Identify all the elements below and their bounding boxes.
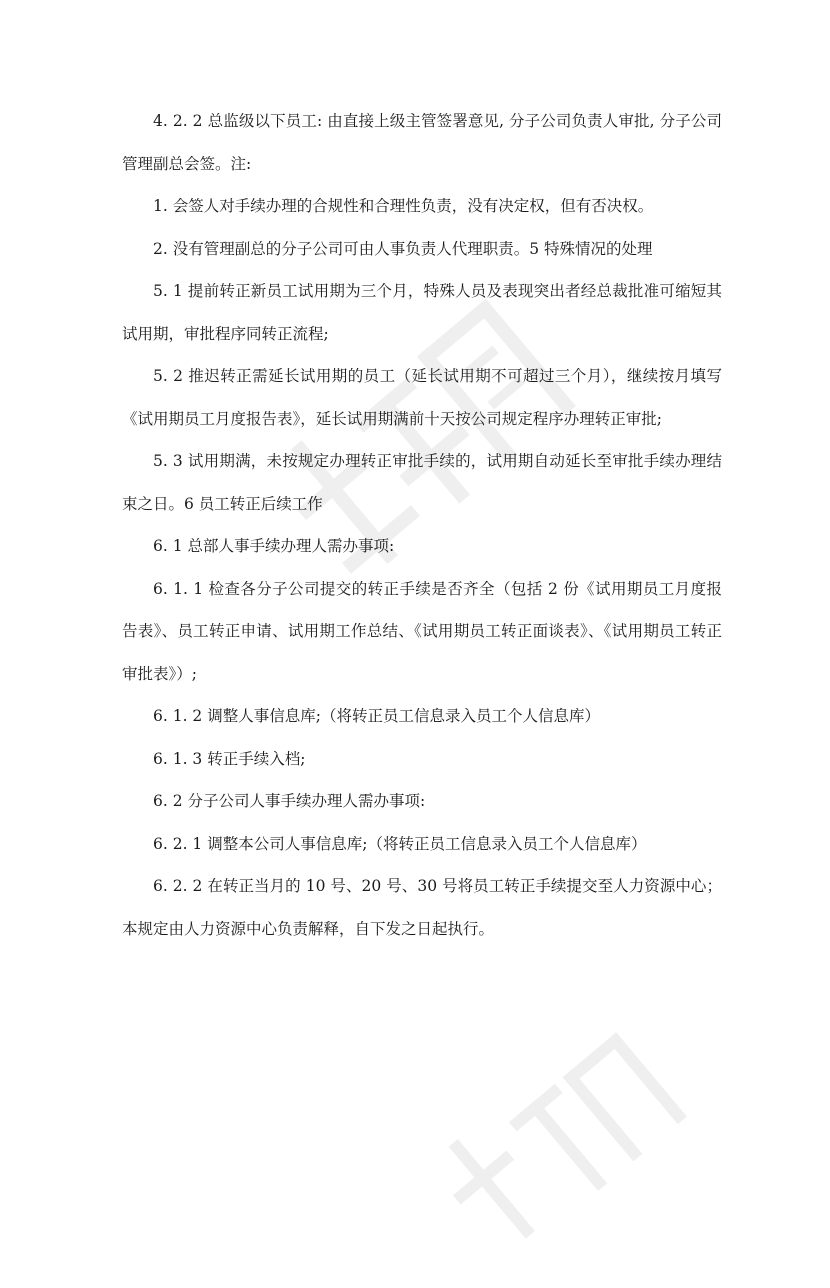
paragraph-note-2: 2. 没有管理副总的分子公司可由人事负责人代理职责。5 特殊情况的处理 bbox=[153, 239, 653, 258]
paragraph-6-1-1: 6. 1. 1 检查各分子公司提交的转正手续是否齐全（包括 2 份《试用期员工月度报告表》、员工转正申请、试用期工作总结、《试用期员工转正面谈表》、《试用期员工转正审批表》）; bbox=[122, 579, 722, 683]
watermark-logo-bottom bbox=[399, 995, 701, 1285]
paragraph-4-2-2: 4. 2. 2 总监级以下员工: 由直接上级主管签署意见, 分子公司负责人审批, 分子公司管理副总会签。注: bbox=[122, 112, 722, 173]
paragraph-5-2: 5. 2 推迟转正需延长试用期的员工（延长试用期不可超过三个月），继续按月填写《试用期员工月度报告表》，延长试用期满前十天按公司规定程序办理转正审批; bbox=[122, 367, 722, 428]
paragraph-6-2-1: 6. 2. 1 调整本公司人事信息库;（将转正员工信息录入员工个人信息库） bbox=[153, 834, 647, 853]
paragraph-6-2-2: 6. 2. 2 在转正当月的 10 号、20 号、30 号将员工转正手续提交至人力资源中心；本规定由人力资源中心负责解释，自下发之日起执行。 bbox=[122, 877, 722, 938]
document-body bbox=[122, 100, 722, 950]
paragraph-6-2: 6. 2 分子公司人事手续办理人需办事项: bbox=[153, 792, 426, 810]
paragraph-note-1: 1. 会签人对手续办理的合规性和合理性负责，没有决定权，但有否决权。 bbox=[153, 197, 654, 215]
paragraph-5-3: 5. 3 试用期满，未按规定办理转正审批手续的，试用期自动延长至审批手续办理结束之日。6 员工转正后续工作 bbox=[122, 452, 722, 513]
paragraph-6-1: 6. 1 总部人事手续办理人需办事项: bbox=[153, 537, 395, 555]
paragraph-6-1-3: 6. 1. 3 转正手续入档; bbox=[153, 749, 306, 768]
paragraph-6-1-2: 6. 1. 2 调整人事信息库;（将转正员工信息录入员工个人信息库） bbox=[153, 707, 600, 725]
paragraph-5-1: 5. 1 提前转正新员工试用期为三个月，特殊人员及表现突出者经总裁批准可缩短其试用期，审批程序同转正流程; bbox=[122, 282, 722, 343]
